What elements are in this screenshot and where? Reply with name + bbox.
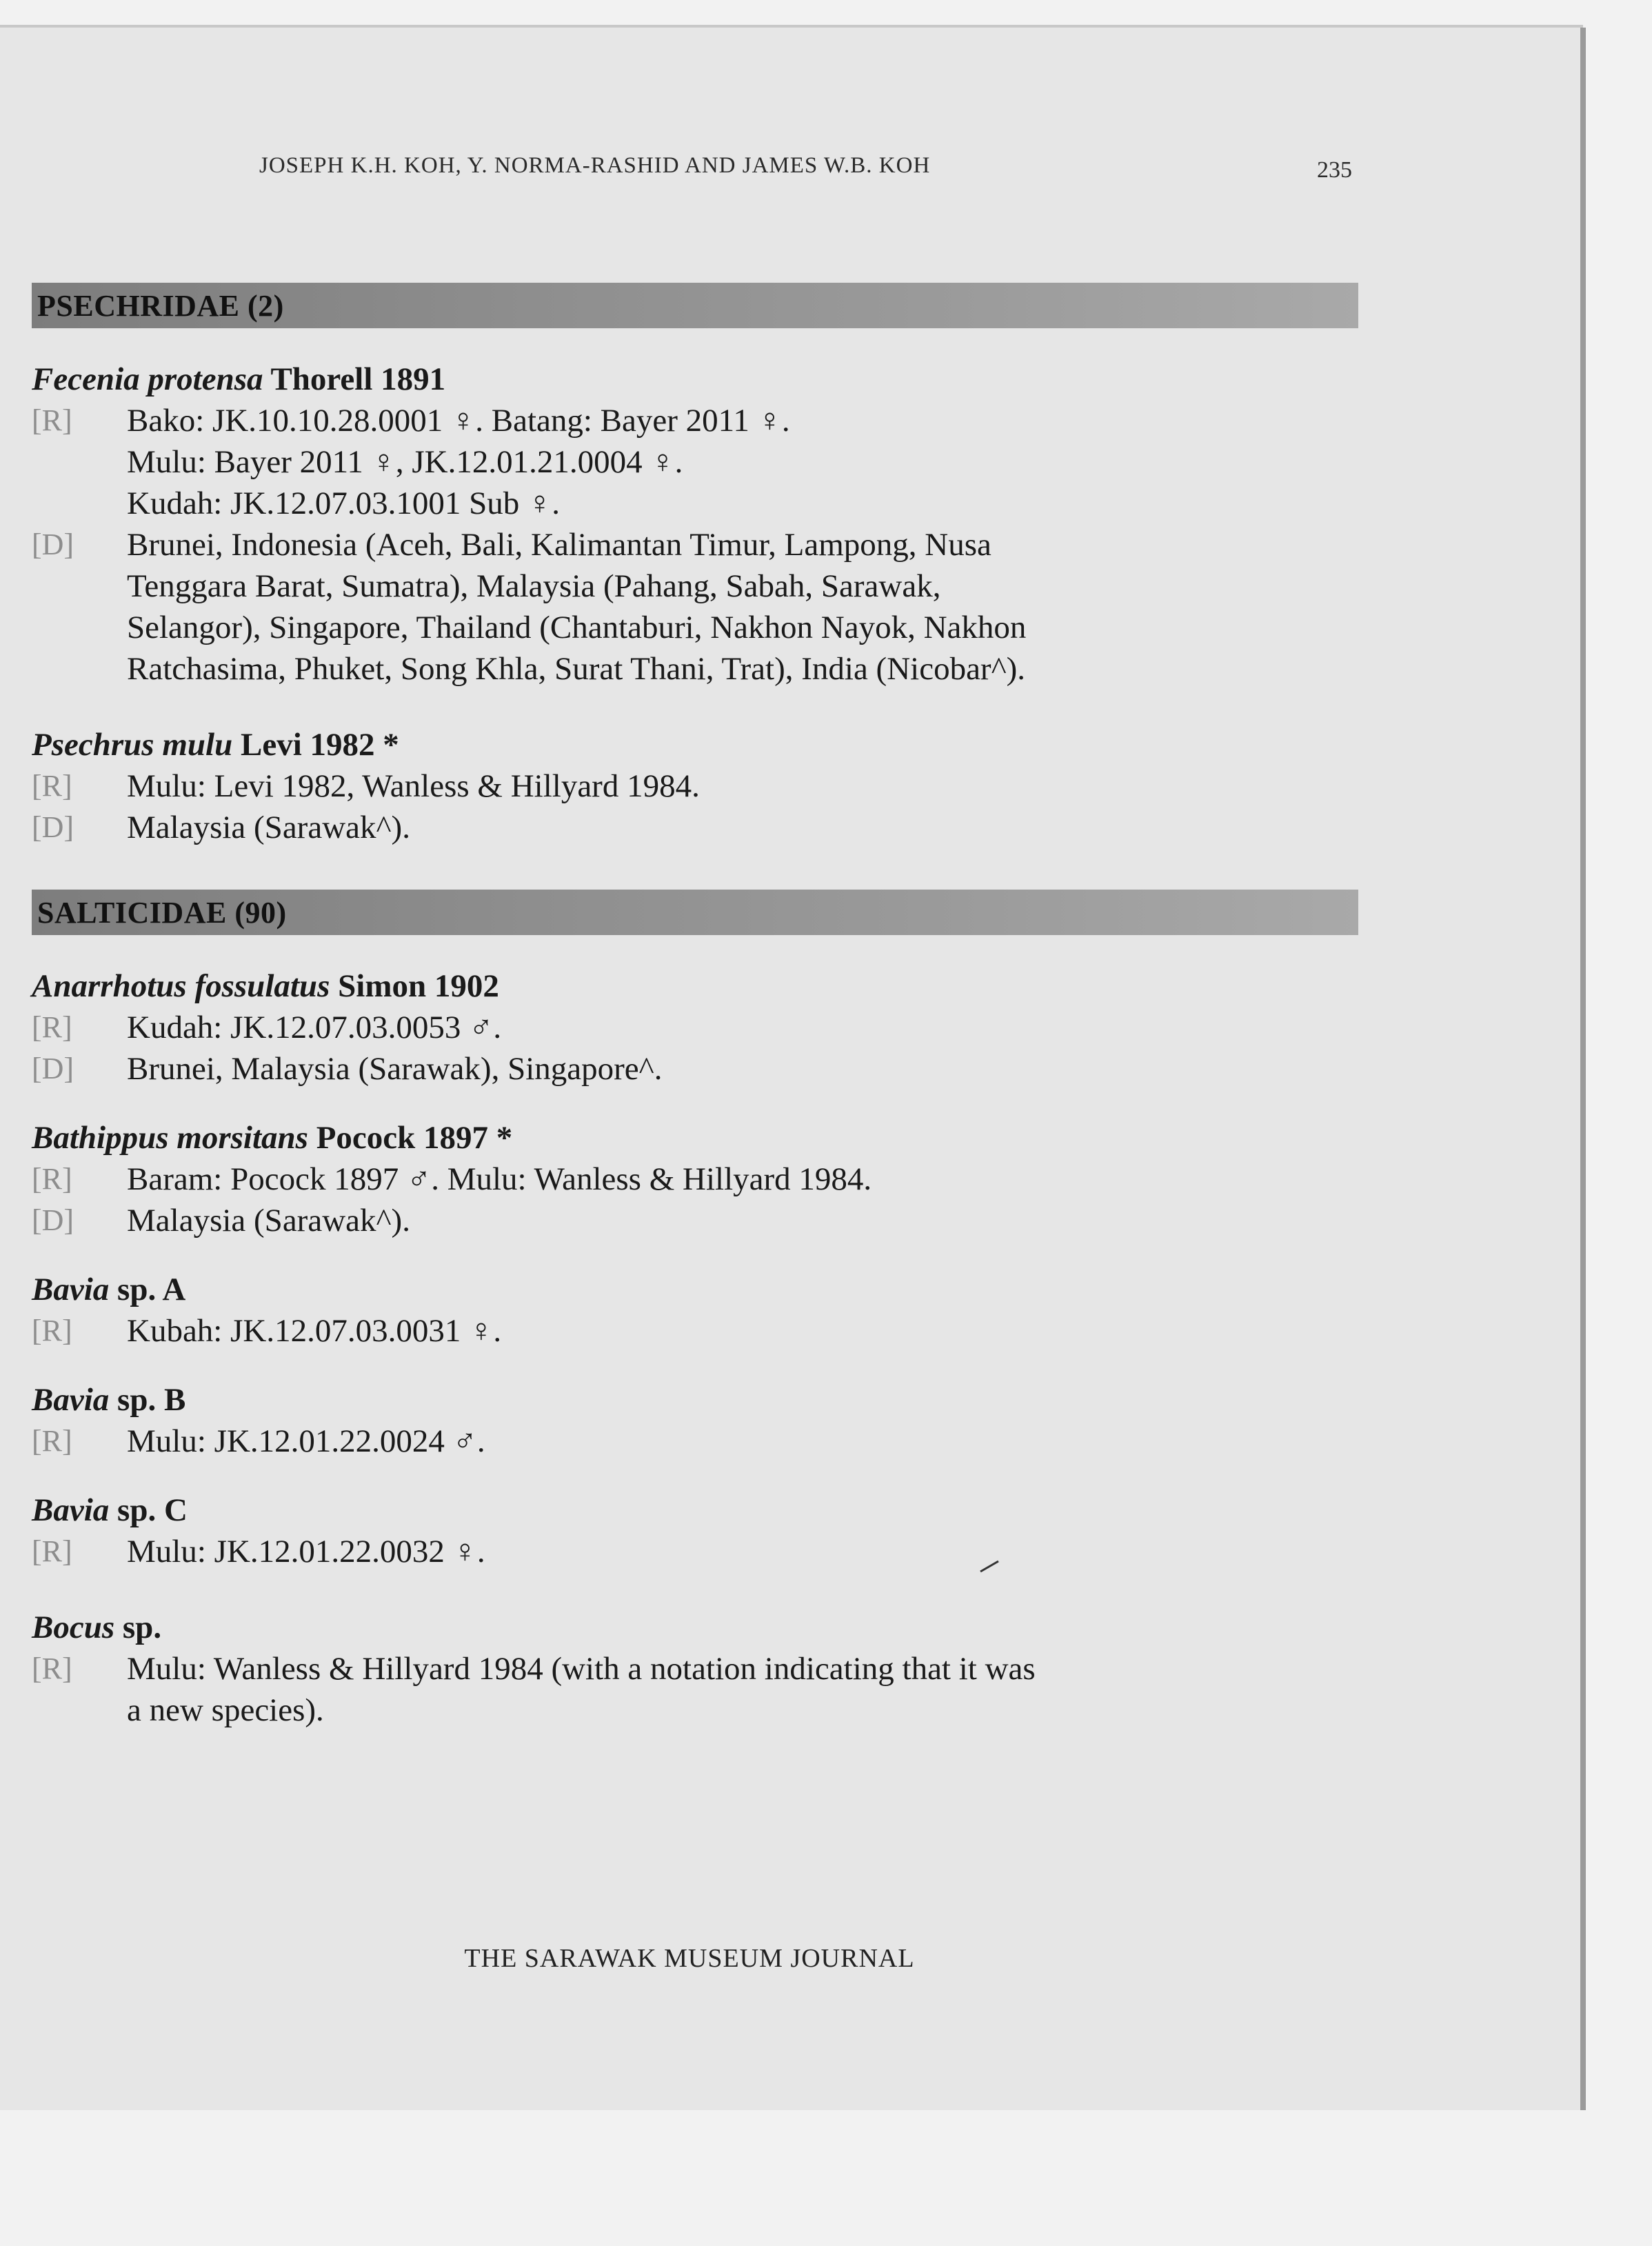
record-text: Mulu: Wanless & Hillyard 1984 (with a notation indicating that it was a new species).: [127, 1651, 1036, 1728]
species-binomial: Bavia: [32, 1272, 110, 1307]
record-row: [32, 1310, 1342, 1352]
species-entry-psechrus-mulu: [32, 724, 1342, 848]
record-tag: [R]: [32, 769, 72, 803]
species-entry-bavia-sp-c: [32, 1490, 1342, 1572]
species-entry-bavia-sp-a: [32, 1269, 1342, 1352]
running-head: JOSEPH K.H. KOH, Y. NORMA-RASHID AND JAMES W.B. KOH: [259, 153, 931, 178]
species-entry-fecenia-protensa: [32, 359, 1342, 690]
record-tag: [R]: [32, 1162, 72, 1196]
distribution-text: Brunei, Indonesia (Aceh, Bali, Kalimantan Timur, Lampong, Nusa Tenggara Barat, Sumatra), Malaysia (Pahang, Sabah, Sarawak, Selangor), Singapore, Thailand (Chantaburi, Nakhon Nayok, Nakhon Ratchasima, Phuket, Song Khla, Surat Thani, Trat), India (Nicobar^).: [127, 527, 1027, 687]
distribution-text: Brunei, Malaysia (Sarawak), Singapore^.: [127, 1051, 663, 1087]
species-binomial: Psechrus mulu: [32, 727, 233, 763]
record-row: [32, 765, 1342, 807]
record-row: [32, 1159, 1342, 1200]
species-entry-bavia-sp-b: [32, 1379, 1342, 1462]
distribution-row: [32, 1200, 1342, 1241]
distribution-tag: [D]: [32, 528, 74, 561]
distribution-row: [32, 1048, 1342, 1090]
record-row: [32, 400, 1342, 524]
distribution-row: [32, 524, 1342, 690]
species-authority: Simon 1902: [338, 968, 499, 1004]
record-row: [32, 1007, 1342, 1048]
record-text: Baram: Pocock 1897 ♂. Mulu: Wanless & Hillyard 1984.: [127, 1161, 872, 1197]
family-heading-label: SALTICIDAE (90): [37, 896, 287, 930]
distribution-text: Malaysia (Sarawak^).: [127, 810, 410, 845]
record-tag: [R]: [32, 1424, 72, 1458]
species-binomial: Anarrhotus fossulatus: [32, 968, 330, 1004]
record-text: Mulu: JK.12.01.22.0032 ♀.: [127, 1534, 485, 1570]
record-tag: [R]: [32, 1534, 72, 1568]
species-binomial: Bavia: [32, 1382, 110, 1418]
family-heading-psechridae: [32, 283, 1358, 328]
record-row: [32, 1421, 1342, 1462]
distribution-row: [32, 807, 1342, 848]
species-authority: Levi 1982 *: [240, 727, 399, 763]
record-text: Kudah: JK.12.07.03.0053 ♂.: [127, 1010, 502, 1045]
species-entry-bathippus-morsitans: [32, 1117, 1342, 1241]
species-binomial: Fecenia protensa: [32, 361, 263, 397]
species-authority: Pocock 1897 *: [316, 1120, 513, 1156]
species-title: [32, 1379, 1342, 1421]
species-authority: sp.: [122, 1610, 162, 1645]
species-authority: Thorell 1891: [270, 361, 446, 397]
species-binomial: Bavia: [32, 1492, 110, 1528]
species-title: [32, 1490, 1342, 1531]
species-binomial: Bathippus morsitans: [32, 1120, 308, 1156]
record-tag: [R]: [32, 1652, 72, 1685]
species-title: [32, 724, 1342, 765]
species-title: [32, 359, 1342, 400]
record-tag: [R]: [32, 403, 72, 437]
distribution-tag: [D]: [32, 1052, 74, 1085]
species-entry-anarrhotus-fossulatus: [32, 965, 1342, 1090]
family-heading-label: PSECHRIDAE (2): [37, 289, 284, 323]
distribution-text: Malaysia (Sarawak^).: [127, 1203, 410, 1239]
species-title: [32, 1269, 1342, 1310]
species-binomial: Bocus: [32, 1610, 115, 1645]
record-row: [32, 1531, 1342, 1572]
record-tag: [R]: [32, 1314, 72, 1347]
species-authority: sp. A: [117, 1272, 186, 1307]
record-text: Mulu: Levi 1982, Wanless & Hillyard 1984.: [127, 768, 700, 804]
species-title: [32, 1607, 1342, 1648]
species-title: [32, 965, 1342, 1007]
species-authority: sp. C: [117, 1492, 188, 1528]
record-row: [32, 1648, 1342, 1731]
record-text: Mulu: JK.12.01.22.0024 ♂.: [127, 1423, 485, 1459]
scan-right-edge: [1580, 28, 1586, 2110]
family-heading-salticidae: [32, 890, 1358, 935]
journal-footer: THE SARAWAK MUSEUM JOURNAL: [464, 1944, 915, 1973]
distribution-tag: [D]: [32, 1203, 74, 1237]
record-text: Kubah: JK.12.07.03.0031 ♀.: [127, 1313, 502, 1349]
scan-top-edge: [0, 25, 1583, 28]
record-tag: [R]: [32, 1010, 72, 1044]
species-authority: sp. B: [117, 1382, 186, 1418]
record-text: Bako: JK.10.10.28.0001 ♀. Batang: Bayer 2011 ♀. Mulu: Bayer 2011 ♀, JK.12.01.21.0004 ♀. Kudah: JK.12.07.03.1001 Sub ♀.: [127, 403, 790, 521]
distribution-tag: [D]: [32, 810, 74, 844]
species-entry-bocus-sp: [32, 1607, 1342, 1731]
species-title: [32, 1117, 1342, 1159]
page-number: 235: [1317, 157, 1352, 183]
